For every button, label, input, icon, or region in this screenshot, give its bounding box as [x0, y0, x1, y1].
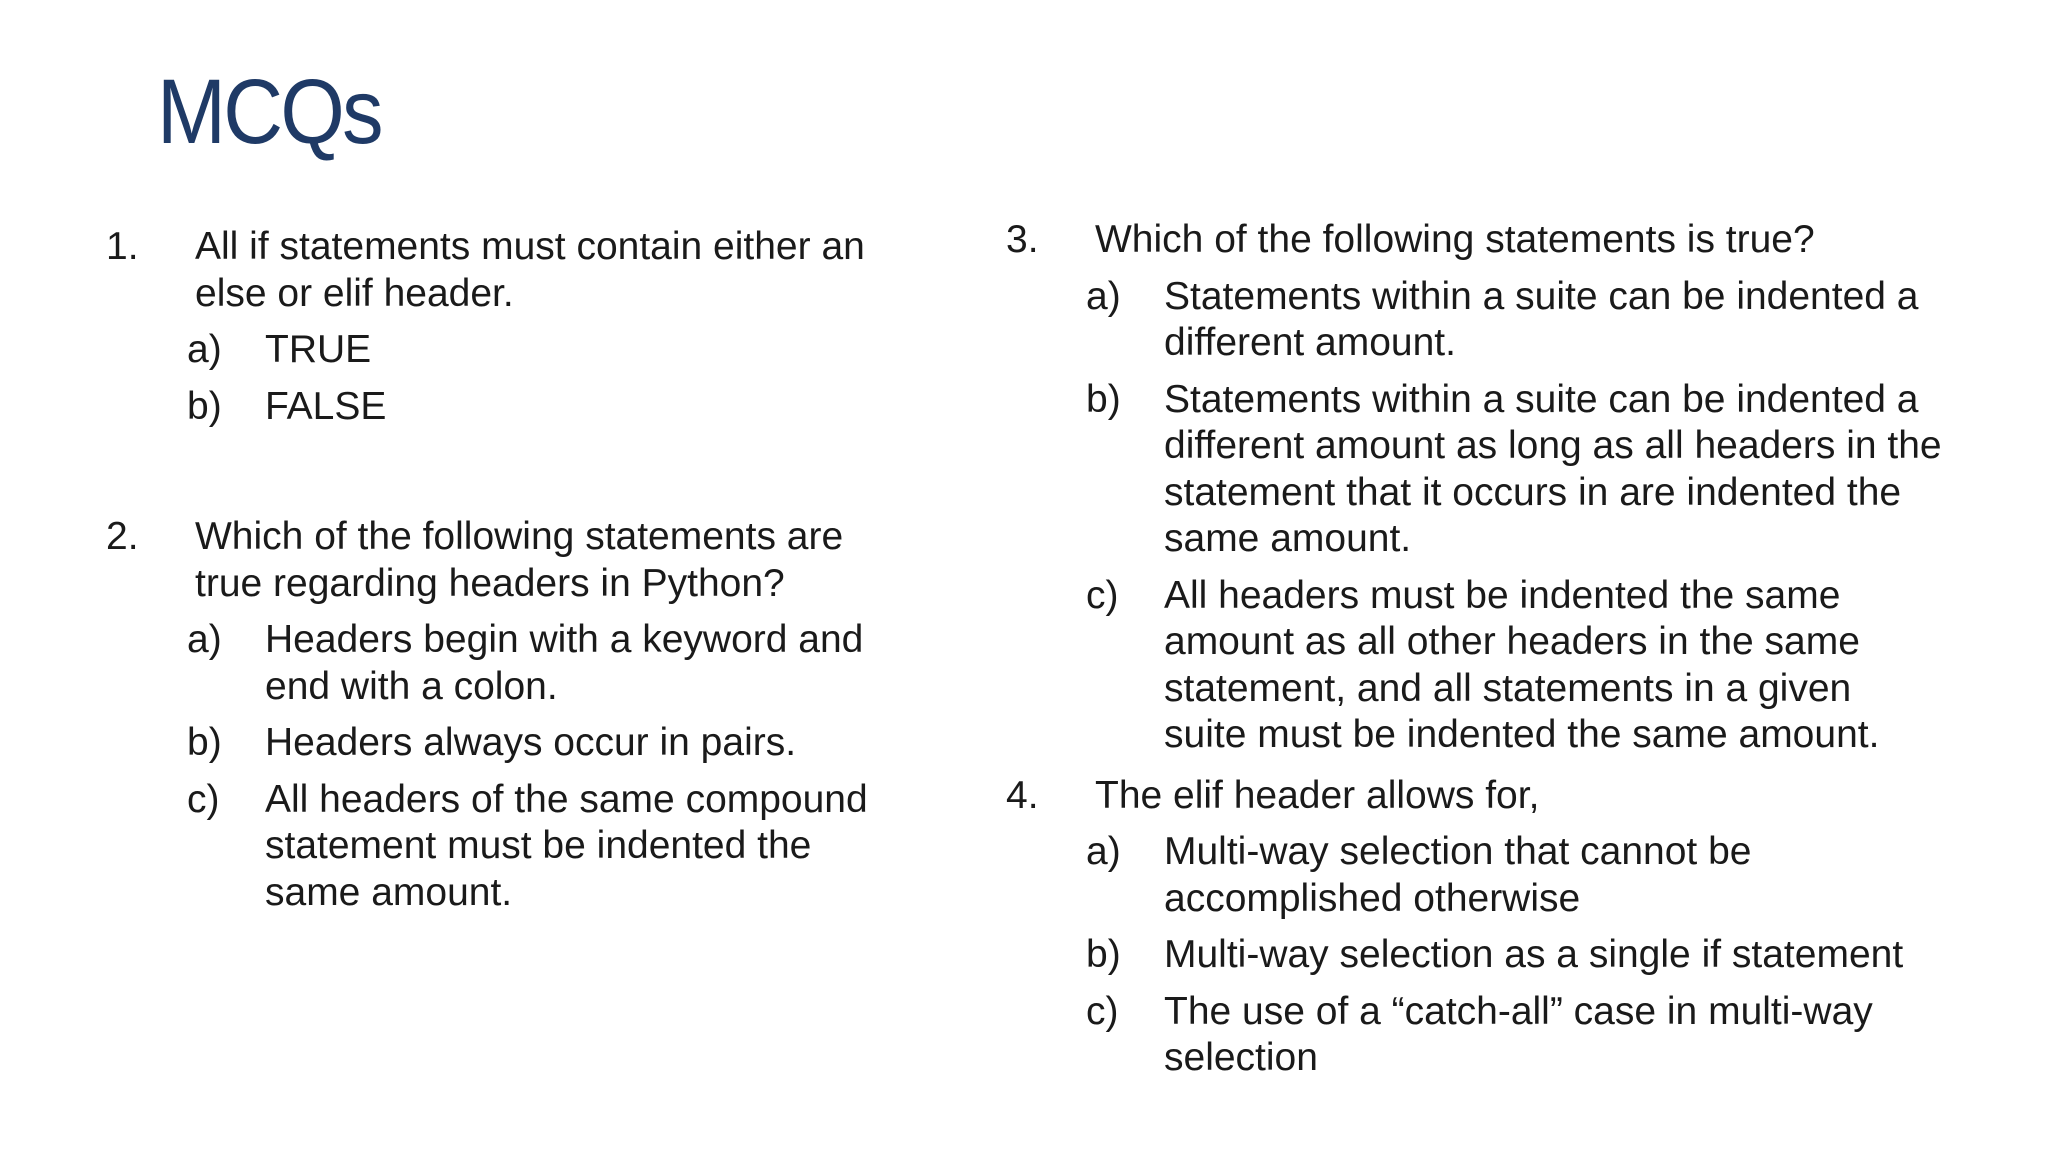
option-item	[187, 384, 906, 431]
question-4	[1006, 773, 1996, 1082]
option-text: FALSE	[265, 384, 387, 428]
question-2-options	[106, 617, 906, 916]
option-text: Statements within a suite can be indented a different amount.	[1164, 274, 1919, 364]
option-label: b)	[1086, 933, 1121, 976]
question-1-options	[106, 327, 906, 430]
option-label: b)	[187, 384, 222, 428]
option-label: c)	[1086, 573, 1119, 617]
question-number: 4.	[1006, 773, 1039, 817]
option-item	[1086, 932, 1996, 979]
option-text: Multi-way selection that cannot be accomplished otherwise	[1164, 830, 1752, 920]
option-label: a)	[187, 618, 222, 661]
question-4-stem	[1006, 773, 1996, 820]
option-label: b)	[1086, 377, 1121, 421]
option-item	[1086, 989, 1996, 1082]
option-text: Headers always occur in pairs.	[265, 721, 797, 764]
option-item	[187, 617, 906, 710]
option-label: a)	[1086, 274, 1121, 318]
question-text: All if statements must contain either an else or elif header.	[195, 225, 865, 315]
question-number: 2.	[106, 515, 139, 558]
option-label: a)	[187, 328, 222, 371]
right-column	[1006, 217, 1996, 1092]
left-column	[106, 224, 906, 926]
option-item	[1086, 829, 1996, 922]
option-label: c)	[1086, 989, 1119, 1033]
question-3	[1006, 217, 1996, 759]
option-text: All headers must be indented the same amount as all other headers in the same statement, and all statements in a given suite must be indented the same amount.	[1164, 573, 1880, 756]
option-text: Multi-way selection as a single if statement	[1164, 933, 1904, 976]
question-1-stem	[106, 224, 906, 317]
option-label: b)	[187, 721, 222, 764]
option-text: Statements within a suite can be indented a different amount as long as all headers in the statement that it occurs in are indented the same amount.	[1164, 377, 1942, 560]
option-item	[1086, 377, 1996, 563]
option-item	[187, 777, 906, 917]
option-text: Headers begin with a keyword and end with a colon.	[265, 618, 864, 708]
option-item	[1086, 274, 1996, 367]
option-item	[187, 720, 906, 767]
question-number: 1.	[106, 225, 139, 268]
question-3-stem	[1006, 217, 1996, 264]
question-4-options	[1006, 829, 1996, 1082]
question-2-stem	[106, 514, 906, 607]
option-text: TRUE	[265, 328, 372, 371]
question-2	[106, 514, 906, 916]
option-text: All headers of the same compound statement must be indented the same amount.	[265, 777, 868, 914]
option-item	[1086, 573, 1996, 759]
slide-title: MCQs	[157, 61, 381, 163]
option-text: The use of a “catch-all” case in multi-way selection	[1164, 989, 1873, 1079]
option-item	[187, 327, 906, 374]
question-text: Which of the following statements are true regarding headers in Python?	[195, 515, 844, 605]
option-label: a)	[1086, 830, 1121, 873]
option-label: c)	[187, 777, 220, 821]
question-number: 3.	[1006, 218, 1039, 261]
question-3-options	[1006, 274, 1996, 759]
question-1	[106, 224, 906, 430]
question-text: The elif header allows for,	[1095, 773, 1540, 817]
question-text: Which of the following statements is true?	[1095, 218, 1815, 261]
